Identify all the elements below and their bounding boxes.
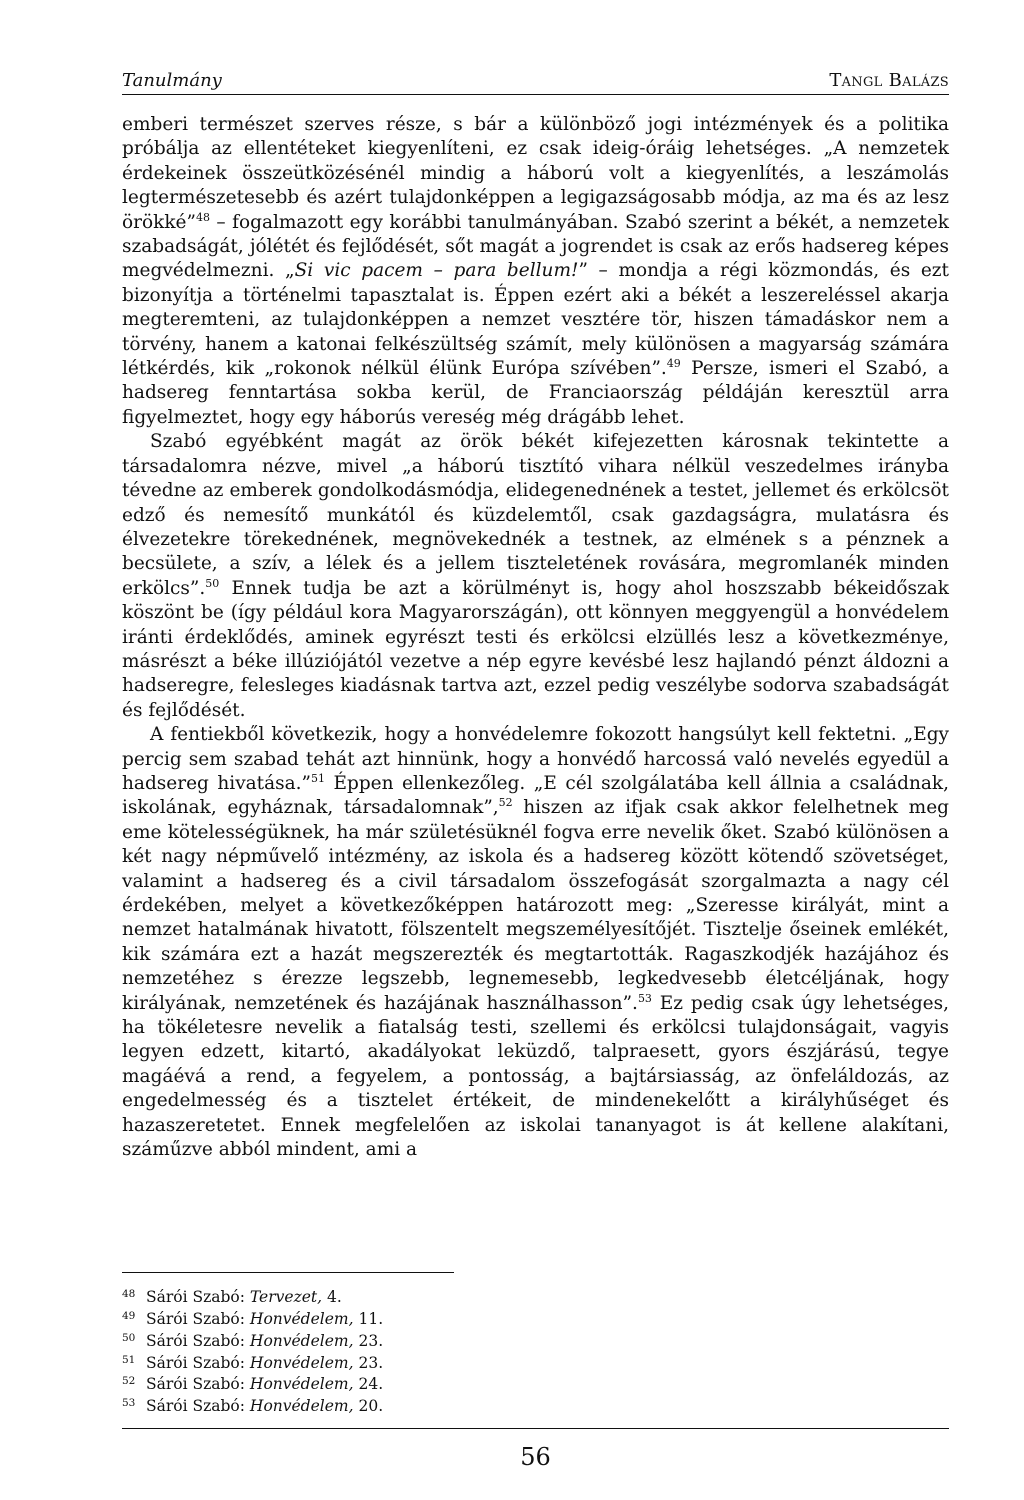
text-run: Ez pedig csak úgy lehetséges, ha tökéletesre nevelik a fiatalság testi, szellemi és erkölcsi tulajdonságait, vagyis legyen edzett, kitartó, akadályokat leküzdő, talpraesett, gyors észjárású, tegye magáévá a rend, a fegyelem, a pontosság, a bajtársiasság, az önfeláldozás, az engedelmesség és a tisztelet értékeit, de mindenekelőtt a királyhűséget és hazaszeretetet. Ennek megfelelően az iskolai tananyagot is át kellene alakítani, száműzve abból mindent, ami a — [122, 992, 950, 1161]
footnote-49 — [122, 1309, 949, 1331]
footnote-page: 23. — [353, 1331, 384, 1350]
footnote-page: 20. — [353, 1396, 384, 1415]
footnote-work: Honvédelem, — [249, 1375, 354, 1394]
text-run: A fentiekből következik, hogy a honvédelemre fokozott hangsúlyt kell fektetni. „Egy percig sem szabad tehát azt hinnünk, hogy a honvédő harcossá való nevelés egyedül a hadsereg hivatása.” — [122, 724, 949, 794]
text-run: Éppen ellenkezőleg. „E cél szolgálatába kell állnia a családnak, iskolának, egyháznak, társadalomnak”, — [122, 772, 949, 819]
text-run: Ennek tudja be azt a körülményt is, hogy ahol hoszszabb békeidőszak köszönt be (így például kora Magyarországán), ott könnyen meggyengül a honvédelem iránti érdeklődés, aminek egyrészt testi és erkölcsi elzüllés lesz a következménye, másrészt a béke illúziójától vezetve a nép egyre kevésbé lesz hajlandó pénzt áldozni a hadseregre, felesleges kiadásnak tartva azt, ezzel pedig veszélybe sodorva szabadságát és fejlődését. — [122, 577, 949, 721]
footnote-ref-53[interactable]: 53 — [637, 991, 652, 1005]
footnote-number: 52 — [122, 1375, 136, 1388]
footnote-divider — [122, 1272, 454, 1273]
footnote-author: Sárói Szabó: — [146, 1288, 250, 1307]
text-run: emberi természet szerves része, s bár a különböző jogi intézmények és a politika próbálja az ellentéteket kiegyenlíteni, ez csak ideig-óráig lehetséges. „A nemzetek érdekeinek összeütközésénél mindig a háború volt a kiegyenlítés, a leszámolás legtermészetesebb és azért tulajdonképpen a legigazságosabb módja, az ma és az lesz örökké” — [122, 114, 949, 233]
footnote-citation — [140, 1374, 383, 1396]
footnote-author: Sárói Szabó: — [146, 1310, 250, 1329]
paragraph-1 — [122, 113, 949, 430]
footnote-citation — [140, 1309, 383, 1331]
footnote-number: 49 — [122, 1310, 136, 1323]
footnote-number: 48 — [122, 1288, 136, 1301]
footnote-48 — [122, 1287, 949, 1309]
footnote-work: Tervezet, — [249, 1288, 323, 1307]
footnote-ref-49[interactable]: 49 — [666, 357, 681, 371]
footnote-51 — [122, 1353, 949, 1375]
footnote-work: Honvédelem, — [249, 1310, 354, 1329]
footnote-author: Sárói Szabó: — [146, 1353, 250, 1372]
header-author: Tangl Balázs — [829, 70, 949, 91]
footnote-52 — [122, 1374, 949, 1396]
body-text — [122, 113, 949, 1162]
text-run: hiszen az ifjak csak akkor felelhetnek meg eme kötelességüknek, ha már születésüknél fogva erre nevelik őket. Szabó különösen a két nagy népművelő intézmény, az iskola és a hadsereg között kötendő szövetséget, valamint a hadsereg és a civil társadalom összefogását szorgalmazta a nagy cél érdekében, melyet a következőképpen határozott meg: „Szeresse királyát, mint a nemzet hatalmának hivatott, fölszentelt megszemélyesítőjét. Tisztelje őseinek emlékét, kik számára ezt a hazát megszerezték és megtartották. Ragaszkodjék hazájához és nemzetéhez s érezze legszebb, legnemesebb, legkedvesebb életcéljának, hogy királyának, nemzetének és hazájának használhasson”. — [122, 797, 949, 1014]
footnote-ref-52[interactable]: 52 — [498, 796, 513, 810]
footnote-work: Honvédelem, — [249, 1353, 354, 1372]
bottom-divider — [122, 1428, 949, 1429]
footnote-number: 53 — [122, 1396, 136, 1409]
footnote-author: Sárói Szabó: — [146, 1331, 250, 1350]
footnote-author: Sárói Szabó: — [146, 1375, 250, 1394]
paragraph-3 — [122, 723, 949, 1162]
footnote-53 — [122, 1396, 949, 1418]
text-run: Szabó egyébként magát az örök békét kifejezetten károsnak tekintette a társadalomra nézve, mivel „a háború tisztító vihara nélkül veszedelmes irányba tévedne az emberek gondolkodásmódja, elidegenednének a testet, jellemet és erkölcsöt edző és nemesítő munkától és küzdelemtől, csak gazdagságra, mulatásra és élvezetekre törekednének, megnövekednék a testnek, az elmének s a pénznek a becsülete, a szív, a lélek és a jellem tiszteletének rovására, megromlanék minden erkölcs”. — [122, 431, 949, 599]
page-number: 56 — [520, 1442, 551, 1471]
footnote-ref-51[interactable]: 51 — [311, 771, 325, 785]
footnote-ref-50[interactable]: 50 — [205, 576, 220, 590]
footnote-page: 24. — [353, 1375, 384, 1394]
running-header — [122, 70, 949, 95]
footnotes — [122, 1287, 949, 1417]
footnote-citation — [140, 1287, 342, 1309]
footnote-page: 23. — [353, 1353, 384, 1372]
latin-proverb: Si vic pacem – para bellum! — [294, 260, 579, 282]
footnote-50 — [122, 1331, 949, 1353]
header-section-title: Tanulmány — [122, 70, 222, 91]
paragraph-2 — [122, 430, 949, 723]
footnote-ref-48[interactable]: 48 — [195, 210, 210, 224]
footnote-work: Honvédelem, — [249, 1396, 354, 1415]
footnote-work: Honvédelem, — [249, 1331, 354, 1350]
footnote-number: 51 — [122, 1353, 136, 1366]
footnote-page: 11. — [353, 1310, 384, 1329]
footnote-number: 50 — [122, 1331, 136, 1344]
text-run: Persze, ismeri el Szabó, a hadsereg fenntartása sokba kerül, de Franciaország példáján keresztül arra figyelmeztet, hogy egy háborús vereség még drágább lehet. — [122, 358, 949, 428]
footnote-citation — [140, 1353, 383, 1375]
text-run: – fogalmazott egy korábbi tanulmányában. Szabó szerint a békét, a nemzetek szabadságát, jólétét és fejlődését, sőt magát a jogrendet is csak az erős hadsereg képes megvédelmezni. „ — [122, 211, 949, 282]
footnote-author: Sárói Szabó: — [146, 1396, 250, 1415]
page — [122, 70, 949, 1471]
footnote-citation — [140, 1331, 383, 1353]
footnote-citation — [140, 1396, 383, 1418]
text-run: ” – mondja a régi közmondás, és ezt bizonyítja a történelmi tapasztalat is. Éppen ezért aki a békét a leszereléssel akarja megteremteni, az tulajdonképpen a nemzet vesztére tör, hiszen támadáskor nem a törvény, hanem a katonai felkészültség számít, mely különösen a magyarság számára létkérdés, kik „rokonok nélkül élünk Európa szívében”. — [122, 260, 949, 380]
footnote-page: 4. — [322, 1288, 342, 1307]
